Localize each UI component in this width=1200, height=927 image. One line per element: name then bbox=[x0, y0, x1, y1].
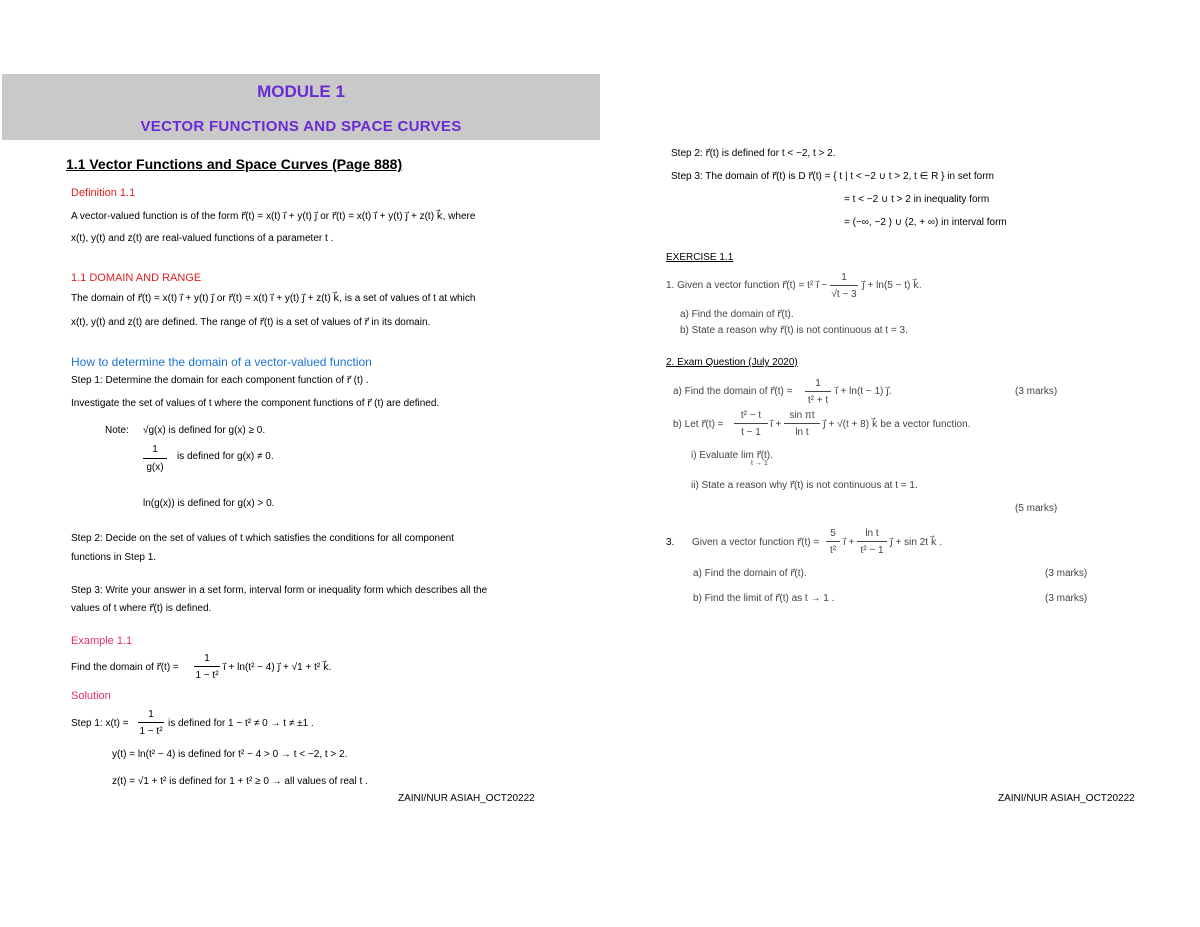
question-2a-tail: i⃗ + ln(t − 1) j⃗. bbox=[835, 386, 892, 397]
example-denominator: 1 − t² bbox=[195, 670, 219, 681]
solution-denominator: 1 − t² bbox=[139, 726, 163, 737]
module-banner bbox=[2, 74, 600, 140]
note-label: Note: bbox=[105, 425, 129, 436]
step-3-line-1: Step 3: Write your answer in a set form, interval form or inequality form which describes all the bbox=[71, 585, 488, 596]
question-2b-f2-bar bbox=[784, 423, 820, 424]
question-3: Given a vector function r⃗(t) = bbox=[692, 537, 820, 548]
question-2b-f1-bar bbox=[734, 423, 768, 424]
example-prefix: Find the domain of r⃗(t) = bbox=[71, 662, 179, 673]
question-3-number: 3. bbox=[666, 537, 675, 548]
question-2a: a) Find the domain of r⃗(t) = bbox=[673, 386, 793, 397]
solution-step-prefix: Step 1: x(t) = bbox=[71, 718, 129, 729]
domain-line-2: x(t), y(t) and z(t) are defined. The range of r⃗(t) is a set of values of r⃗ in its domain. bbox=[71, 317, 431, 328]
solution-z: z(t) = √1 + t² is defined for 1 + t² ≥ 0 → all values of real t . bbox=[112, 776, 368, 787]
step-2-line-1: Step 2: Decide on the set of values of t which satisfies the conditions for all component bbox=[71, 533, 454, 544]
domain-line-1: The domain of r⃗(t) = x(t) i⃗ + y(t) j⃗ or r⃗(t) = x(t) i⃗ + y(t) j⃗ + z(t) k⃗, is a set of values of t at which bbox=[71, 293, 476, 304]
question-2b-mid: i⃗ + bbox=[770, 419, 782, 430]
question-2b-ii: ii) State a reason why r⃗(t) is not continuous at t = 1. bbox=[691, 480, 918, 491]
question-1: 1. Given a vector function r⃗(t) = t² i⃗ − bbox=[666, 280, 828, 291]
question-2b-i: i) Evaluate lim r⃗(t). bbox=[691, 450, 773, 461]
right-step-3: Step 3: The domain of r⃗(t) is D r⃗(t) = { t | t < −2 ∪ t > 2, t ∈ R } in set form bbox=[671, 171, 994, 182]
question-3-f1-numerator: 5 bbox=[830, 528, 836, 539]
left-footer: ZAINI/NUR ASIAH_OCT20222 bbox=[398, 793, 535, 804]
note-fraction-denominator: g(x) bbox=[146, 462, 164, 473]
definition-label: Definition 1.1 bbox=[71, 187, 136, 199]
step-2-line-2: functions in Step 1. bbox=[71, 552, 157, 563]
question-1a: a) Find the domain of r⃗(t). bbox=[680, 309, 794, 320]
question-2a-numerator: 1 bbox=[815, 378, 821, 389]
inequality-form: = t < −2 ∪ t > 2 in inequality form bbox=[844, 194, 990, 205]
example-label: Example 1.1 bbox=[71, 635, 133, 647]
question-3a-marks: (3 marks) bbox=[1045, 568, 1088, 579]
step-3-line-2: values of t where r⃗(t) is defined. bbox=[71, 603, 212, 614]
example-suffix: i⃗ + ln(t² − 4) j⃗ + √1 + t² k⃗. bbox=[223, 662, 332, 673]
question-2b: b) Let r⃗(t) = bbox=[673, 419, 724, 430]
question-3-f1-bar bbox=[826, 541, 840, 542]
solution-label: Solution bbox=[71, 690, 111, 702]
question-3b-marks: (3 marks) bbox=[1045, 593, 1088, 604]
note-reciprocal: is defined for g(x) ≠ 0. bbox=[177, 451, 274, 462]
solution-step-suffix: is defined for 1 − t² ≠ 0 → t ≠ ±1 . bbox=[168, 718, 314, 729]
solution-numerator: 1 bbox=[148, 709, 154, 720]
question-2b-f2-numerator: sin πt bbox=[789, 410, 815, 421]
right-step-2: Step 2: r⃗(t) is defined for t < −2, t > 2. bbox=[671, 148, 836, 159]
module-title: VECTOR FUNCTIONS AND SPACE CURVES bbox=[140, 118, 462, 135]
question-3a: a) Find the domain of r⃗(t). bbox=[693, 568, 807, 579]
question-2-heading: 2. Exam Question (July 2020) bbox=[666, 357, 798, 368]
question-3-f1-denominator: t² bbox=[829, 545, 837, 556]
step-1: Step 1: Determine the domain for each component function of r⃗ (t) . bbox=[71, 375, 369, 386]
question-3-tail: j⃗ + sin 2t k⃗ . bbox=[890, 537, 943, 548]
right-page bbox=[600, 0, 1200, 927]
example-numerator: 1 bbox=[204, 653, 210, 664]
question-2b-i-limit-sub: t → 1 bbox=[751, 460, 768, 467]
definition-line-2: x(t), y(t) and z(t) are real-valued functions of a parameter t . bbox=[71, 233, 334, 244]
question-1b: b) State a reason why r⃗(t) is not continuous at t = 3. bbox=[680, 325, 908, 336]
question-1-denominator: √t − 3 bbox=[831, 289, 857, 300]
note-fraction-bar bbox=[143, 458, 167, 459]
question-2b-f1-numerator: t² − t bbox=[740, 410, 762, 421]
question-3-f2-denominator: t² − 1 bbox=[860, 545, 884, 556]
howto-heading: How to determine the domain of a vector-valued function bbox=[71, 355, 372, 369]
example-fraction-bar bbox=[194, 666, 220, 667]
question-2b-f1-denominator: t − 1 bbox=[741, 427, 761, 438]
module-label: MODULE 1 bbox=[257, 82, 345, 101]
domain-range-label: 1.1 DOMAIN AND RANGE bbox=[71, 272, 202, 284]
question-2b-tail: j⃗ + √(t + 8) k⃗ be a vector function. bbox=[823, 419, 971, 430]
investigate-text: Investigate the set of values of t where the component functions of r⃗ (t) are defined. bbox=[71, 398, 440, 409]
question-3-f2-bar bbox=[857, 541, 887, 542]
question-2a-fraction-bar bbox=[805, 391, 831, 392]
note-log: ln(g(x)) is defined for g(x) > 0. bbox=[143, 498, 275, 509]
note-fraction-numerator: 1 bbox=[152, 444, 158, 455]
question-3b: b) Find the limit of r⃗(t) as t → 1 . bbox=[693, 593, 835, 604]
question-1-fraction-bar bbox=[830, 285, 858, 286]
solution-y: y(t) = ln(t² − 4) is defined for t² − 4 > 0 → t < −2, t > 2. bbox=[112, 749, 348, 760]
exercise-heading: EXERCISE 1.1 bbox=[666, 252, 734, 263]
question-2a-marks: (3 marks) bbox=[1015, 386, 1058, 397]
question-1-numerator: 1 bbox=[841, 272, 847, 283]
question-1-tail: j⃗ + ln(5 − t) k⃗. bbox=[862, 280, 922, 291]
note-sqrt: √g(x) is defined for g(x) ≥ 0. bbox=[143, 425, 266, 436]
question-2a-denominator: t² + t bbox=[807, 395, 829, 406]
section-heading: 1.1 Vector Functions and Space Curves (Page 888) bbox=[66, 156, 403, 172]
question-3-mid: i⃗ + bbox=[843, 537, 855, 548]
definition-line-1: A vector-valued function is of the form r⃗(t) = x(t) i⃗ + y(t) j⃗ or r⃗(t) = x(t) i⃗ + y(t) j⃗ + z(t) k⃗, where bbox=[71, 211, 476, 222]
question-2b-f2-denominator: ln t bbox=[795, 427, 809, 438]
question-2b-marks: (5 marks) bbox=[1015, 503, 1058, 514]
right-footer: ZAINI/NUR ASIAH_OCT20222 bbox=[998, 793, 1135, 804]
question-3-f2-numerator: ln t bbox=[865, 528, 879, 539]
interval-form: = (−∞, −2 ) ∪ (2, + ∞) in interval form bbox=[844, 217, 1007, 228]
solution-fraction-bar bbox=[138, 722, 164, 723]
